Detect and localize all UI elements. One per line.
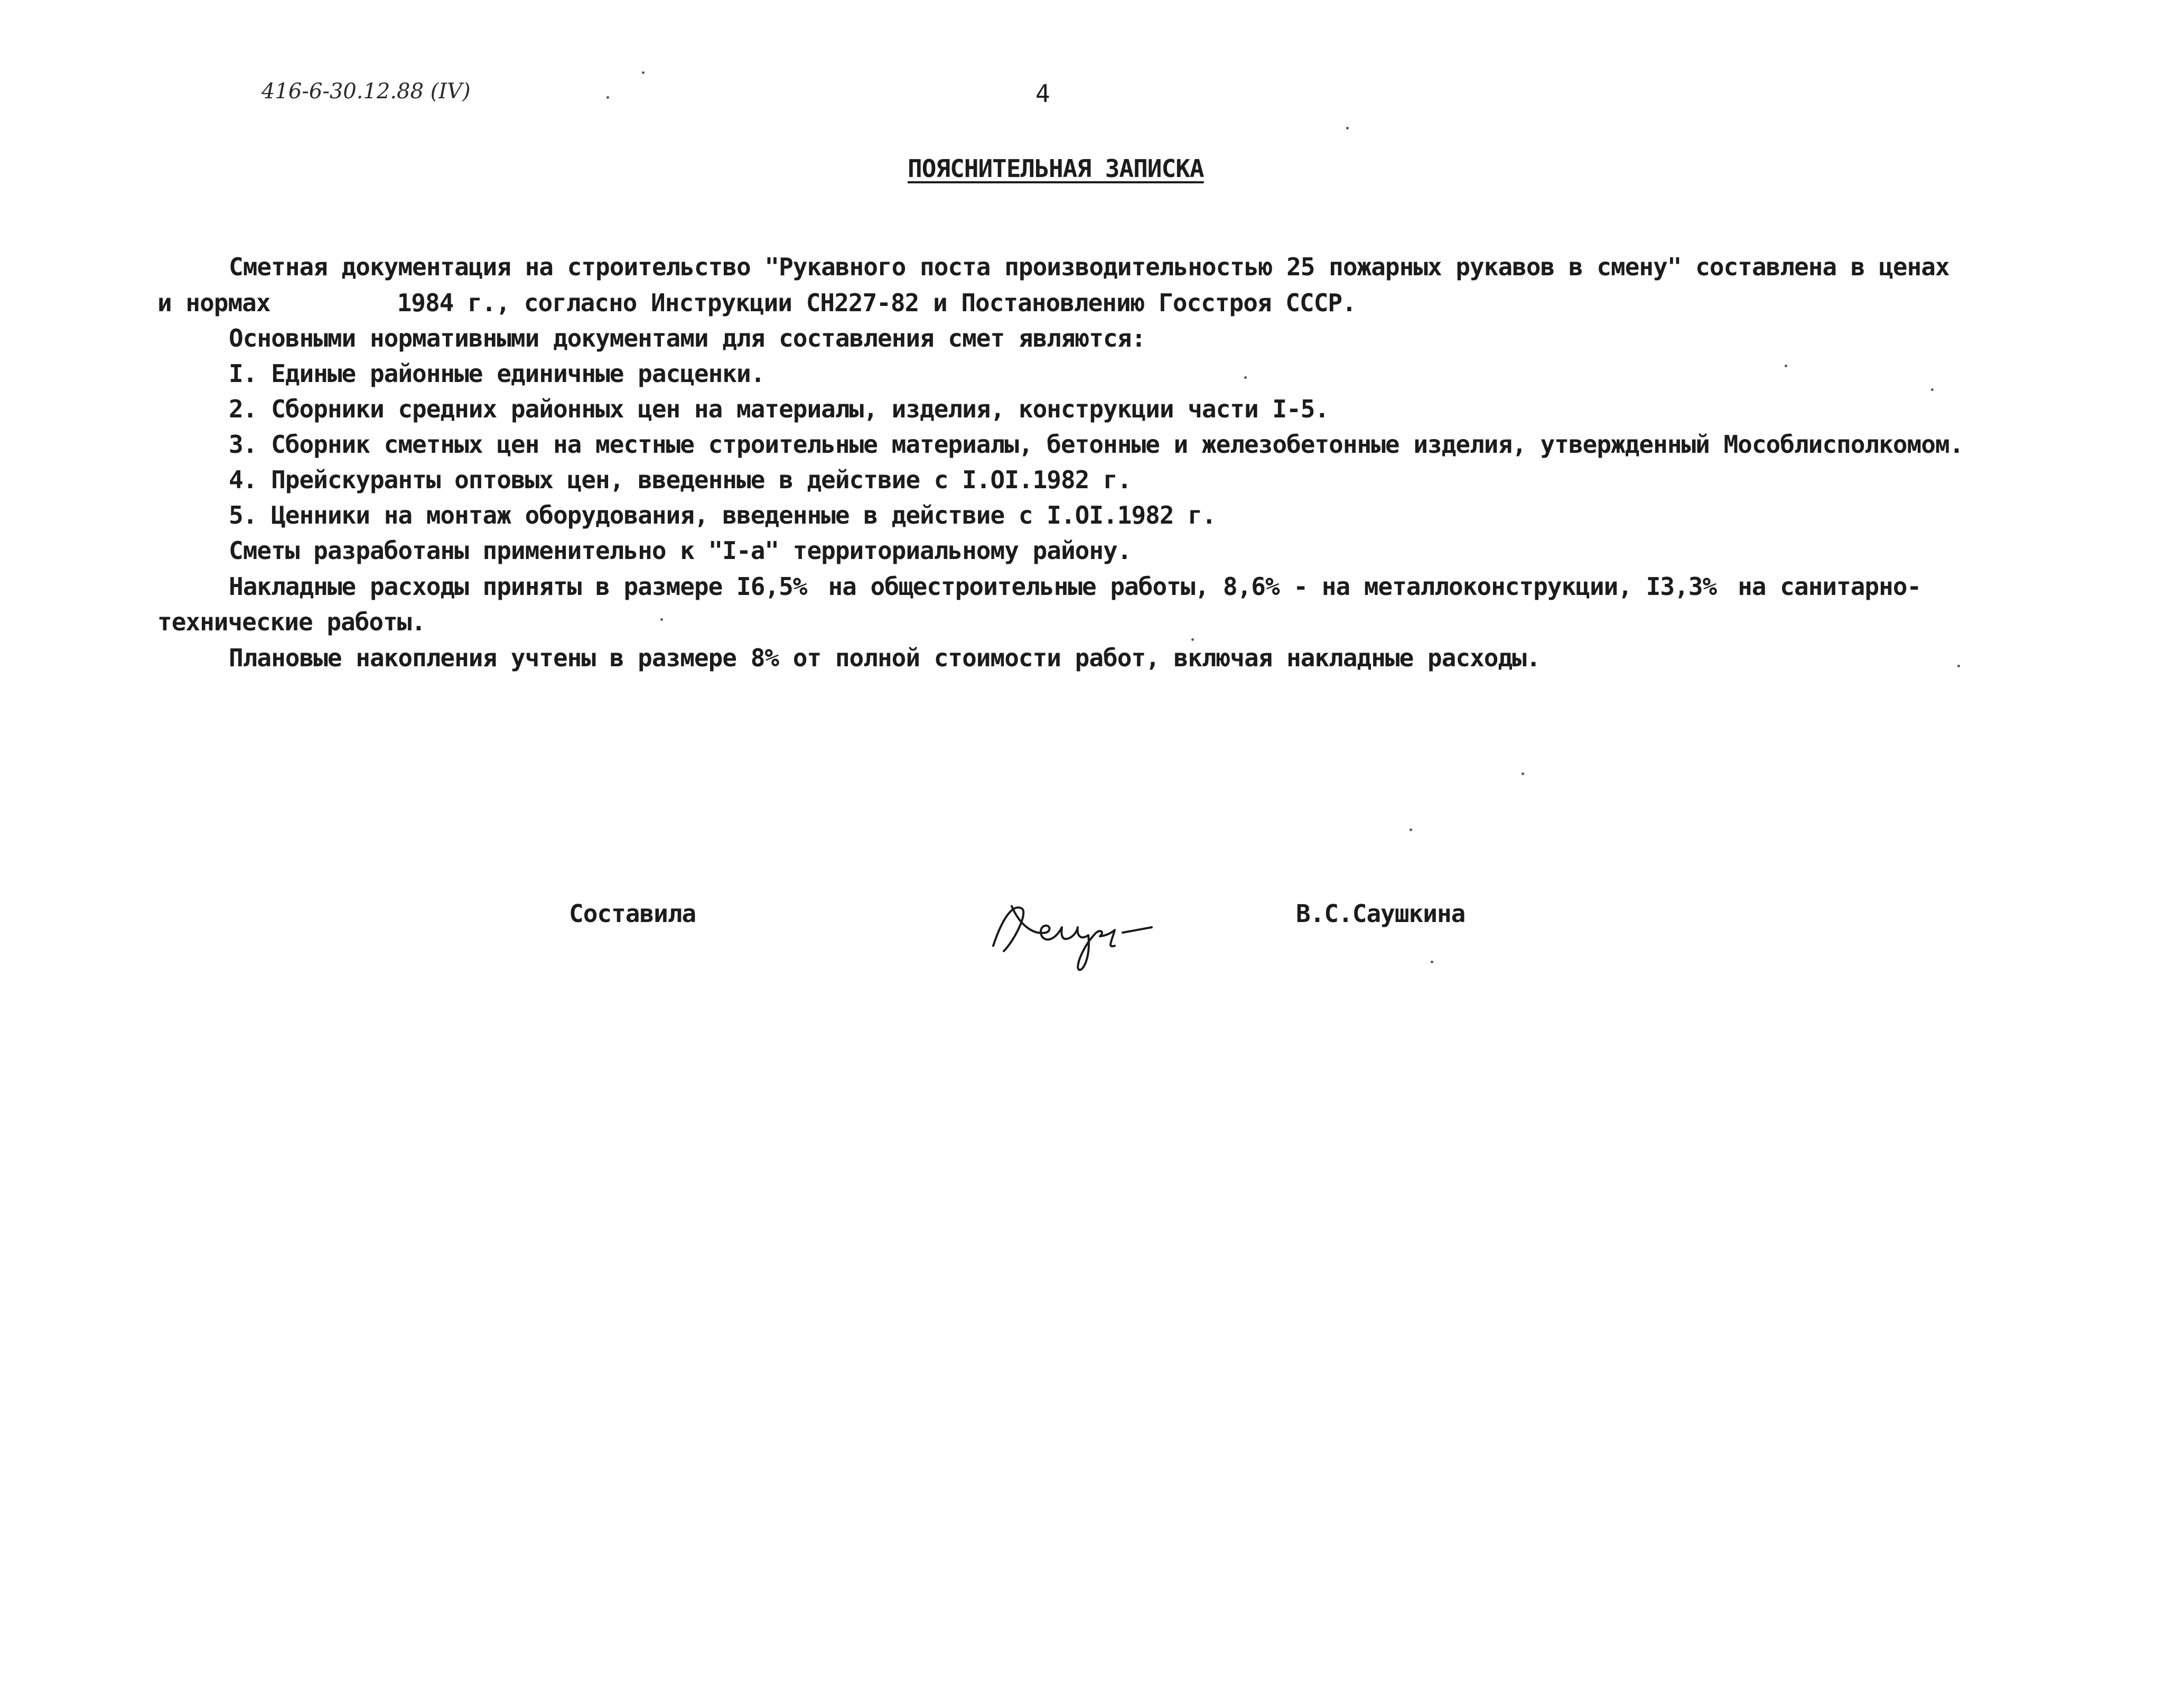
paragraph-3: Сметы разработаны применительно к "I-а" территориальному району. — [229, 536, 1132, 565]
signer-name: В.С.Саушкина — [1296, 899, 1466, 928]
paragraph-4-part-1: Накладные расходы приняты в размере I6,5% — [229, 572, 807, 601]
paragraph-1-line-2 — [157, 288, 1356, 317]
scan-speck — [1522, 772, 1524, 775]
scan-speck — [1785, 365, 1787, 367]
scan-speck — [606, 96, 609, 99]
list-item-1: I. Единые районные единичные расценки. — [229, 359, 765, 388]
list-item-3: 3. Сборник сметных цен на местные строительные материалы, бетонные и железобетонные изделия, утвержденный Мособлисполкомом. — [229, 430, 1964, 459]
paragraph-1-line-2-end: 1984 г., согласно Инструкции СН227-82 и Постановлению Госстроя СССР. — [397, 288, 1356, 317]
handwritten-signature — [983, 882, 1173, 978]
signature-label: Составила — [569, 899, 696, 928]
scan-speck — [1431, 961, 1433, 963]
paragraph-4-line-2: технические работы. — [157, 608, 426, 636]
scan-speck — [660, 618, 663, 621]
scan-speck — [1244, 376, 1247, 379]
scan-speck — [1191, 638, 1194, 641]
list-item-4: 4. Прейскуранты оптовых цен, введенные в действие с I.OI.1982 г. — [229, 466, 1132, 494]
scan-speck — [642, 71, 645, 74]
scan-speck — [1957, 665, 1960, 667]
paragraph-1-line-2-start: и нормах — [157, 288, 270, 317]
paragraph-2: Основными нормативными документами для составления смет являются: — [229, 324, 1146, 352]
paragraph-4-part-3: на санитарно- — [1738, 572, 1921, 601]
paragraph-4-part-2: на общестроительные работы, 8,6% - на металлоконструкции, I3,3% — [828, 572, 1717, 601]
paragraph-5: Плановые накопления учтены в размере 8% от полной стоимости работ, включая накладные расходы. — [229, 644, 1541, 672]
paragraph-1-line-1: Сметная документация на строительство "Рукавного поста производительностью 25 пожарных рукавов в смену" составлена в ценах — [229, 253, 1949, 281]
scan-speck — [1410, 828, 1412, 831]
list-item-5: 5. Ценники на монтаж оборудования, введенные в действие с I.OI.1982 г. — [229, 501, 1216, 529]
paragraph-4-line-1 — [229, 572, 1921, 601]
scan-speck — [1346, 127, 1349, 129]
list-item-2: 2. Сборники средних районных цен на материалы, изделия, конструкции части I-5. — [229, 395, 1329, 423]
document-title: ПОЯСНИТЕЛЬНАЯ ЗАПИСКА — [908, 154, 1204, 183]
page-number: 4 — [1035, 79, 1050, 108]
document-code: 416-6-30.12.88 (IV) — [262, 79, 471, 104]
scan-speck — [1931, 388, 1934, 391]
